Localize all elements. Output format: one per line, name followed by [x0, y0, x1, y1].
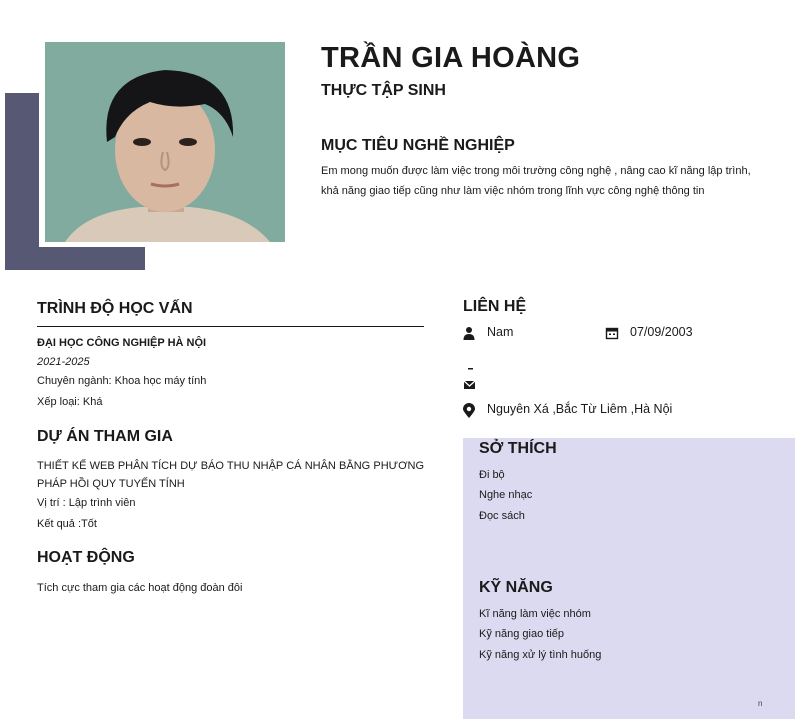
- hobbies-title: SỞ THÍCH: [479, 440, 557, 457]
- job-position: THỰC TẬP SINH: [321, 82, 446, 99]
- objective-title: MỤC TIÊU NGHỀ NGHIỆP: [321, 137, 515, 154]
- skill-item: Kỹ năng giao tiếp: [479, 628, 565, 640]
- project-description: THIẾT KẾ WEB PHÂN TÍCH DỰ BÁO THU NHẬP CÁ NHÂN BẰNG PHƯƠNG PHÁP HỒI QUY TUYẾN TÍNH: [37, 460, 424, 490]
- footer-mark: n: [758, 699, 763, 708]
- education-years: 2021-2025: [37, 356, 90, 368]
- hobby-item: Đi bộ: [479, 469, 505, 481]
- education-title: TRÌNH ĐỘ HỌC VẤN: [37, 300, 193, 317]
- activities-text: Tích cực tham gia các hoạt động đoàn đôi: [37, 582, 243, 594]
- activities-title: HOẠT ĐỘNG: [37, 549, 135, 566]
- location-icon: [462, 403, 476, 417]
- skill-item: Kỹ năng xử lý tình huống: [479, 649, 602, 661]
- education-divider: [37, 326, 424, 327]
- education-rank: Xếp loại: Khá: [37, 396, 103, 408]
- email-icon: [463, 378, 477, 392]
- skill-item: Kĩ năng làm việc nhóm: [479, 608, 591, 620]
- hobby-item: Nghe nhạc: [479, 489, 533, 501]
- contact-title: LIÊN HỆ: [463, 298, 527, 315]
- skills-title: KỸ NĂNG: [479, 579, 553, 596]
- person-icon: [462, 326, 476, 340]
- project-result: Kết quả :Tốt: [37, 518, 97, 530]
- school-name: ĐẠI HỌC CÔNG NGHIỆP HÀ NỘI: [37, 337, 207, 349]
- project-role: Vị trí : Lập trình viên: [37, 497, 136, 509]
- contact-dob: 07/09/2003: [630, 325, 693, 339]
- candidate-name: TRẦN GIA HOÀNG: [321, 42, 581, 74]
- projects-title: DỰ ÁN THAM GIA: [37, 428, 173, 445]
- objective-text: Em mong muốn được làm việc trong môi trường công nghệ , nâng cao kĩ năng lập trình, khả năng giao tiếp cũng như làm việc nhóm trong lĩnh vực công nghệ thông tin: [321, 165, 751, 197]
- education-major: Chuyên ngành: Khoa học máy tính: [37, 375, 207, 387]
- phone-icon: [464, 358, 478, 366]
- hobby-item: Đọc sách: [479, 510, 525, 522]
- contact-address: Nguyên Xá ,Bắc Từ Liêm ,Hà Nội: [487, 402, 673, 416]
- calendar-icon: [605, 326, 619, 340]
- contact-gender: Nam: [487, 325, 514, 339]
- profile-photo: [45, 42, 285, 242]
